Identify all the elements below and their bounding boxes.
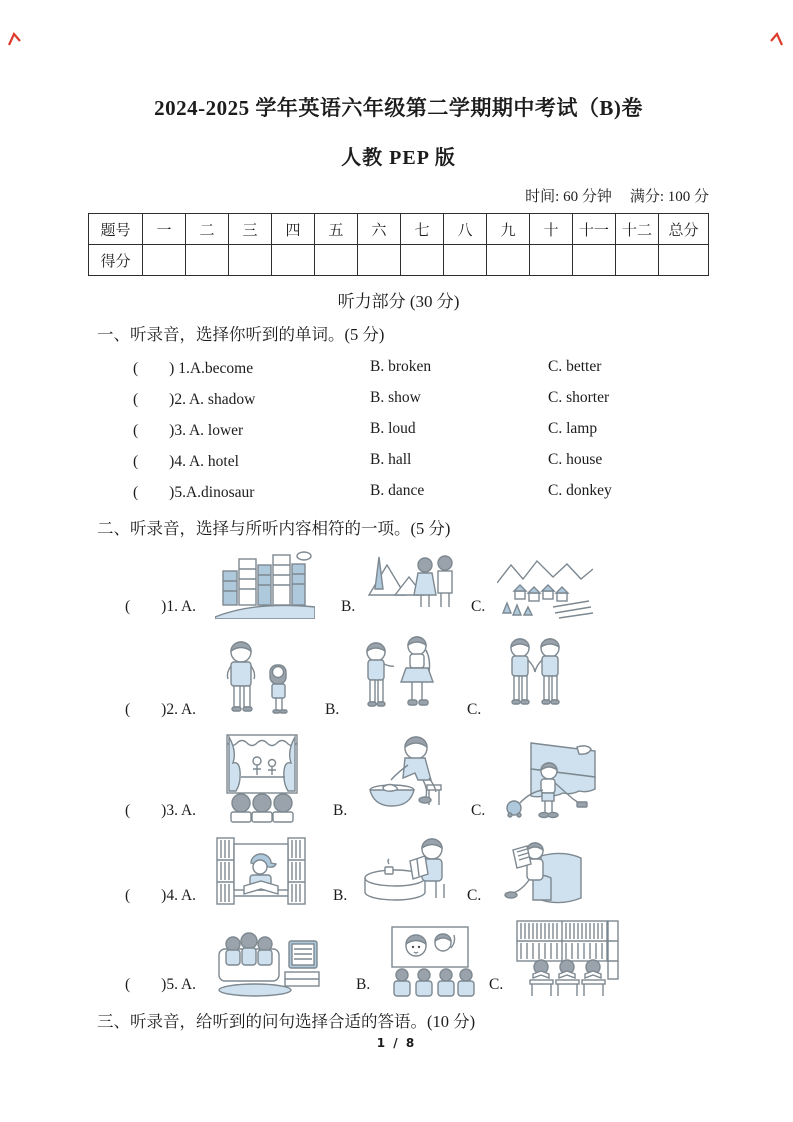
picture-question-row bbox=[125, 630, 709, 722]
score-cell-empty bbox=[401, 245, 444, 276]
score-table-col: 五 bbox=[315, 214, 358, 245]
red-corner-mark-right bbox=[768, 32, 784, 47]
exam-meta bbox=[88, 185, 709, 206]
score-table-col: 三 bbox=[229, 214, 272, 245]
part3-heading: 三、听录音，给听到的问句选择合适的答语。(10 分) bbox=[97, 1012, 476, 1031]
puppet-show-stage-image bbox=[215, 733, 307, 823]
option-a: ( )5.A.dinosaur bbox=[133, 483, 255, 501]
option-a: ( )4. A. hotel bbox=[133, 452, 239, 470]
score-table-col: 九 bbox=[487, 214, 530, 245]
option-a: ( )3. A. lower bbox=[133, 421, 244, 439]
question-row bbox=[133, 475, 709, 506]
picture-question-row bbox=[125, 549, 709, 619]
score-cell-empty bbox=[444, 245, 487, 276]
option-b-label: B. bbox=[341, 598, 356, 615]
full-score: 满分: 100 分 bbox=[629, 189, 709, 205]
part2-heading: 二、听录音，选择与所听内容相符的一项。(5 分) bbox=[97, 519, 451, 538]
score-table-score-row bbox=[89, 245, 709, 276]
option-a: ( ) 1.A.become bbox=[133, 359, 254, 377]
score-table-row-label: 题号 bbox=[89, 214, 143, 245]
option-c-label: C. bbox=[471, 802, 486, 819]
score-cell-empty bbox=[315, 245, 358, 276]
boy-and-taller-girl-image bbox=[351, 630, 455, 722]
question-row bbox=[133, 413, 709, 444]
question-row bbox=[133, 351, 709, 382]
picture-question-row bbox=[125, 919, 709, 997]
students-in-library-image bbox=[515, 919, 620, 997]
option-b: B. hall bbox=[370, 450, 412, 468]
option-c-label: C. bbox=[471, 598, 486, 615]
option-c: C. better bbox=[548, 357, 602, 375]
question-row bbox=[133, 444, 709, 475]
boy-reading-in-library-image bbox=[215, 836, 307, 908]
page-number: 1 / 8 bbox=[376, 1036, 417, 1050]
option-c-label: C. bbox=[467, 887, 482, 904]
question-prefix: ( )2. A. bbox=[125, 701, 197, 718]
two-tourists-landmarks-image bbox=[367, 549, 459, 619]
option-b: B. show bbox=[370, 388, 421, 406]
part1-heading: 一、听录音，选择你听到的单词。(5 分) bbox=[97, 325, 385, 344]
score-table-col: 六 bbox=[358, 214, 401, 245]
red-corner-mark-left bbox=[7, 32, 23, 47]
exam-title: 2024-2025 学年英语六年级第二学期期中考试（B)卷 bbox=[154, 96, 643, 120]
score-row-label: 得分 bbox=[89, 245, 143, 276]
score-cell-empty bbox=[573, 245, 616, 276]
question-row bbox=[133, 382, 709, 413]
score-cell-empty bbox=[358, 245, 401, 276]
option-b-label: B. bbox=[333, 887, 348, 904]
option-c: C. donkey bbox=[548, 481, 612, 499]
score-table-col: 二 bbox=[186, 214, 229, 245]
score-table-col: 总分 bbox=[659, 214, 709, 245]
part1-items bbox=[133, 351, 709, 506]
part2-items bbox=[125, 549, 709, 997]
score-cell-empty bbox=[659, 245, 709, 276]
boy-vacuuming-bedroom-image bbox=[497, 737, 602, 823]
option-b-label: B. bbox=[333, 802, 348, 819]
option-b: B. broken bbox=[370, 357, 432, 375]
question-prefix: ( )4. A. bbox=[125, 887, 197, 904]
score-cell-empty bbox=[487, 245, 530, 276]
option-c: C. shorter bbox=[548, 388, 610, 406]
question-prefix: ( )1. A. bbox=[125, 598, 197, 615]
score-table-col: 七 bbox=[401, 214, 444, 245]
family-watching-tv-image bbox=[215, 921, 330, 997]
boy-reading-at-table-image bbox=[359, 834, 455, 908]
score-cell-empty bbox=[616, 245, 659, 276]
children-watching-screen-image bbox=[382, 925, 477, 997]
time-limit: 时间: 60 分钟 bbox=[525, 189, 612, 205]
listening-section-title: 听力部分 (30 分) bbox=[337, 292, 460, 311]
option-a: ( )2. A. shadow bbox=[133, 390, 256, 408]
two-boys-same-height-image bbox=[493, 630, 577, 722]
option-b-label: B. bbox=[325, 701, 340, 718]
score-table bbox=[88, 213, 709, 276]
option-b: B. loud bbox=[370, 419, 416, 437]
score-table-col: 一 bbox=[143, 214, 186, 245]
score-table-col: 八 bbox=[444, 214, 487, 245]
picture-question-row bbox=[125, 834, 709, 908]
option-c: C. lamp bbox=[548, 419, 598, 437]
score-table-col: 十二 bbox=[616, 214, 659, 245]
score-table-col: 四 bbox=[272, 214, 315, 245]
score-table-col: 十 bbox=[530, 214, 573, 245]
boy-washing-clothes-image bbox=[359, 733, 459, 823]
tall-boy-short-girl-image bbox=[215, 630, 299, 722]
city-buildings-image bbox=[215, 549, 315, 619]
option-b-label: B. bbox=[356, 976, 371, 993]
question-prefix: ( )3. A. bbox=[125, 802, 197, 819]
score-table-header-row bbox=[89, 214, 709, 245]
option-c: C. house bbox=[548, 450, 603, 468]
exam-edition: 人教 PEP 版 bbox=[341, 147, 456, 169]
option-c-label: C. bbox=[467, 701, 482, 718]
question-prefix: ( )5. A. bbox=[125, 976, 197, 993]
man-reading-newspaper-image bbox=[493, 836, 589, 908]
picture-question-row bbox=[125, 733, 709, 823]
score-cell-empty bbox=[143, 245, 186, 276]
mountain-village-image bbox=[497, 557, 593, 619]
option-c-label: C. bbox=[489, 976, 504, 993]
score-table-col: 十一 bbox=[573, 214, 616, 245]
score-cell-empty bbox=[272, 245, 315, 276]
score-cell-empty bbox=[530, 245, 573, 276]
score-cell-empty bbox=[229, 245, 272, 276]
score-cell-empty bbox=[186, 245, 229, 276]
option-b: B. dance bbox=[370, 481, 425, 499]
